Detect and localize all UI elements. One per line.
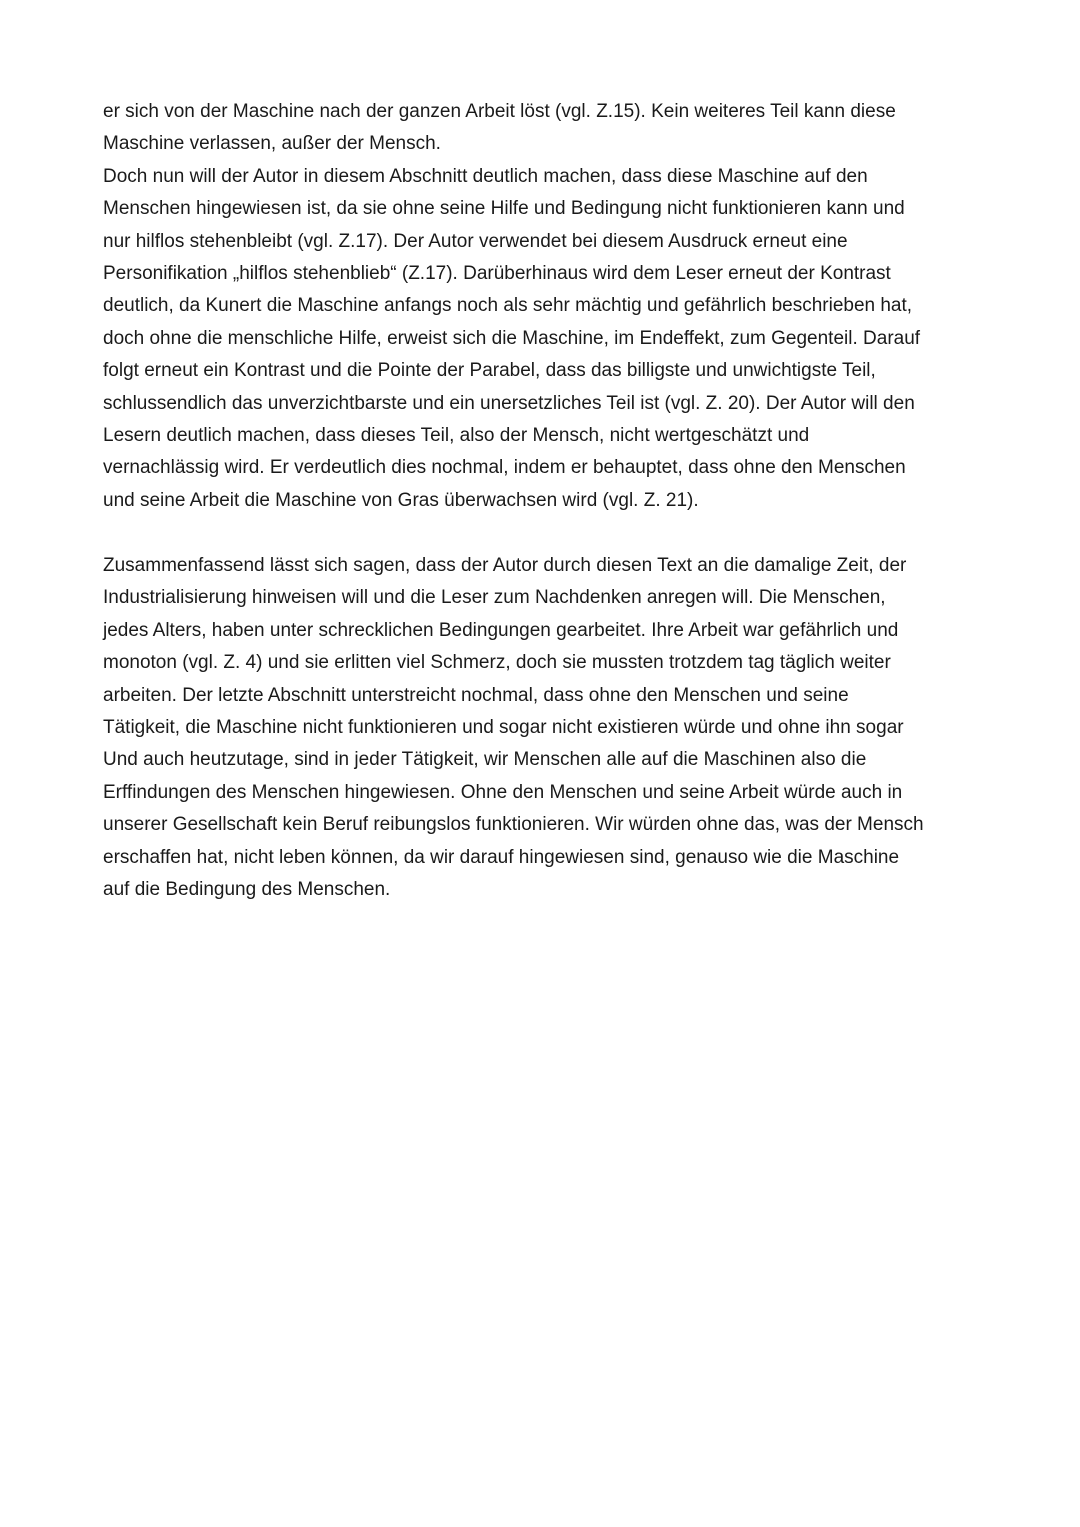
text-line: Tätigkeit, die Maschine nicht funktionieren und sogar nicht existieren würde und ohne ihn sogar (103, 717, 904, 739)
text-line: Doch nun will der Autor in diesem Abschnitt deutlich machen, dass diese Maschine auf den (103, 165, 868, 187)
text-line: Menschen hingewiesen ist, da sie ohne seine Hilfe und Bedingung nicht funktionieren kann und (103, 198, 905, 220)
text-line: Und auch heutzutage, sind in jeder Tätigkeit, wir Menschen alle auf die Maschinen also die (103, 749, 867, 771)
text-line: arbeiten. Der letzte Abschnitt unterstreicht nochmal, dass ohne den Menschen und seine (103, 684, 849, 706)
text-line: folgt erneut ein Kontrast und die Pointe der Parabel, dass das billigste und unwichtigste Teil, (103, 360, 876, 382)
text-line: Industrialisierung hinweisen will und die Leser zum Nachdenken anregen will. Die Menschen, (103, 587, 886, 609)
text-line: monoton (vgl. Z. 4) und sie erlitten viel Schmerz, doch sie mussten trotzdem tag täglich weiter (103, 652, 891, 674)
text-line: Erffindungen des Menschen hingewiesen. Ohne den Menschen und seine Arbeit würde auch in (103, 781, 903, 803)
text-line: auf die Bedingung des Menschen. (103, 879, 391, 901)
text-line: Personifikation „hilflos stehenblieb“ (Z.17). Darüberhinaus wird dem Leser erneut der Kontrast (103, 263, 891, 285)
text-line: jedes Alters, haben unter schrecklichen Bedingungen gearbeitet. Ihre Arbeit war gefährlich und (103, 619, 899, 641)
text-line: vernachlässig wird. Er verdeutlich dies nochmal, indem er behauptet, dass ohne den Menschen (103, 457, 906, 479)
text-line: unserer Gesellschaft kein Beruf reibungslos funktionieren. Wir würden ohne das, was der Mensch (103, 814, 924, 836)
text-line: Maschine verlassen, außer der Mensch. (103, 133, 441, 155)
text-line: deutlich, da Kunert die Maschine anfangs noch als sehr mächtig und gefährlich beschrieben hat, (103, 295, 913, 317)
text-line: Lesern deutlich machen, dass dieses Teil, also der Mensch, nicht wertgeschätzt und (103, 425, 810, 447)
text-line: Zusammenfassend lässt sich sagen, dass der Autor durch diesen Text an die damalige Zeit, der (103, 555, 907, 576)
paragraph-analysis (103, 96, 983, 517)
text-line: schlussendlich das unverzichtbarste und ein unersetzliches Teil ist (vgl. Z. 20). Der Autor will den (103, 392, 915, 414)
text-line: und seine Arbeit die Maschine von Gras überwachsen wird (vgl. Z. 21). (103, 489, 699, 511)
paragraph-conclusion (103, 550, 983, 906)
text-line: erschaffen hat, nicht leben können, da wir darauf hingewiesen sind, genauso wie die Maschine (103, 846, 900, 868)
text-line: doch ohne die menschliche Hilfe, erweist sich die Maschine, im Endeffekt, zum Gegenteil. Darauf (103, 327, 921, 349)
text-line: er sich von der Maschine nach der ganzen Arbeit löst (vgl. Z.15). Kein weiteres Teil kann diese (103, 101, 896, 122)
text-line: nur hilflos stehenbleibt (vgl. Z.17). Der Autor verwendet bei diesem Ausdruck erneut eine (103, 230, 848, 252)
